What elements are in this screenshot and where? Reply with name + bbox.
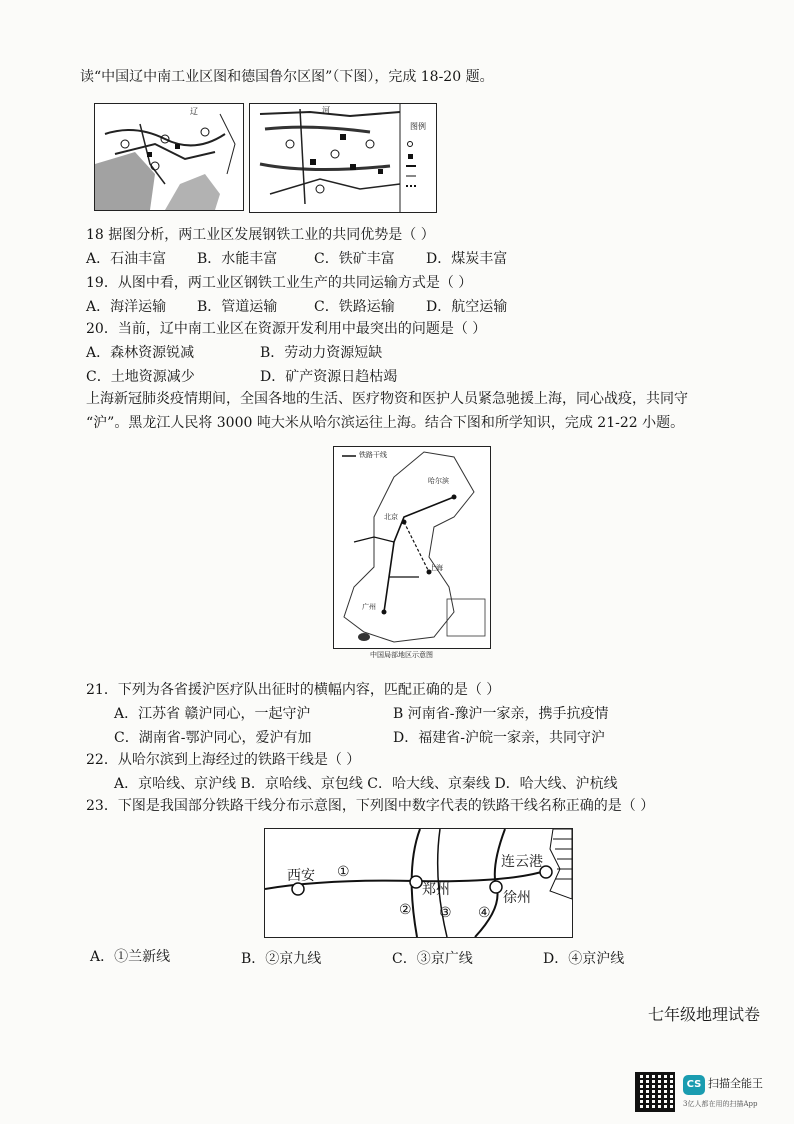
q19-option-b[interactable]: B．管道运输 [197, 299, 278, 315]
china-railway-map-drawing [334, 447, 490, 648]
scanner-subtitle: 3亿人都在用的扫描App [683, 1100, 758, 1108]
china-map-shanghai: 上海 [429, 564, 443, 572]
camscanner-logo-icon: CS [683, 1075, 705, 1095]
china-map-guangzhou: 广州 [362, 603, 376, 611]
footer-title: 七年级地理试卷 [648, 1005, 761, 1024]
rail-map-n3: ③ [439, 905, 452, 921]
rail-map-xuzhou: 徐州 [503, 890, 531, 906]
rail-map-zhengzhou: 郑州 [422, 882, 450, 898]
q22-stem: 22．从哈尔滨到上海经过的铁路干线是（ ） [86, 752, 361, 768]
q23-option-a[interactable]: A．①兰新线 [90, 949, 171, 965]
rail-map-n1: ① [337, 864, 350, 880]
q23-option-b[interactable]: B．②京九线 [241, 951, 322, 967]
q18-option-b[interactable]: B．水能丰富 [197, 251, 278, 267]
q21-option-b[interactable]: B 河南省-豫沪一家亲，携手抗疫情 [393, 706, 609, 722]
q20-stem: 20．当前，辽中南工业区在资源开发利用中最突出的问题是（ ） [86, 321, 487, 337]
china-railway-map [333, 446, 491, 649]
map2-legend-title: 图例 [410, 122, 426, 131]
q23-option-d[interactable]: D．④京沪线 [543, 951, 625, 967]
rail-lines-map [264, 828, 573, 938]
q19-option-c[interactable]: C．铁路运输 [314, 299, 395, 315]
qr-code-icon [635, 1072, 675, 1112]
q21-stem: 21．下列为各省援沪医疗队出征时的横幅内容，匹配正确的是（ ） [86, 682, 501, 698]
q23-stem: 23．下图是我国部分铁路干线分布示意图，下列图中数字代表的铁路干线名称正确的是（ ） [86, 798, 655, 814]
liaozhongnan-map-drawing [95, 104, 243, 210]
china-map-caption: 中国局部地区示意图 [370, 651, 433, 659]
q21-option-c[interactable]: C．湖南省-鄂沪同心，爱沪有加 [114, 730, 312, 746]
q23-option-c[interactable]: C．③京广线 [392, 951, 473, 967]
scanner-name: 扫描全能王 [708, 1077, 763, 1090]
q18-option-a[interactable]: A．石油丰富 [86, 251, 167, 267]
q21-option-d[interactable]: D．福建省-沪皖一家亲，共同守沪 [393, 730, 605, 746]
q22-options[interactable]: A．京哈线、京沪线 B．京哈线、京包线 C．哈大线、京秦线 D．哈大线、沪杭线 [114, 776, 618, 792]
q18-stem: 18 据图分析，两工业区发展钢铁工业的共同优势是（ ） [86, 227, 435, 243]
q19-option-a[interactable]: A．海洋运输 [86, 299, 167, 315]
liaozhongnan-map [94, 103, 244, 211]
q18-option-d[interactable]: D．煤炭丰富 [426, 251, 508, 267]
rail-map-xian: 西安 [287, 868, 315, 884]
q19-option-d[interactable]: D．航空运输 [426, 299, 508, 315]
q21-option-a[interactable]: A．江苏省 赣沪同心，一起守沪 [114, 706, 311, 722]
ruhr-map-drawing [250, 104, 436, 212]
rail-map-n4: ④ [478, 905, 491, 921]
q20-option-d[interactable]: D．矿产资源日趋枯竭 [260, 369, 398, 385]
intro-21-22-line1: 上海新冠肺炎疫情期间，全国各地的生活、医疗物资和医护人员紧急驰援上海，同心战疫，共同守 [86, 391, 688, 407]
rail-map-lianyungang: 连云港 [501, 854, 543, 870]
q19-stem: 19．从图中看，两工业区钢铁工业生产的共同运输方式是（ ） [86, 275, 473, 291]
intro-18-20: 读“中国辽中南工业区图和德国鲁尔区图”（下图），完成 18-20 题。 [80, 69, 494, 85]
china-map-beijing: 北京 [384, 513, 398, 521]
q20-option-c[interactable]: C．土地资源减少 [86, 369, 195, 385]
map1-label-liao: 辽 [190, 107, 198, 116]
rail-map-n2: ② [399, 902, 412, 918]
ruhr-map [249, 103, 437, 213]
q20-option-a[interactable]: A．森林资源锐减 [86, 345, 195, 361]
map2-label-heliu: 河 [322, 106, 330, 115]
q18-option-c[interactable]: C．铁矿丰富 [314, 251, 395, 267]
intro-21-22-line2: “沪”。黑龙江人民将 3000 吨大米从哈尔滨运往上海。结合下图和所学知识，完成 21-22 小题。 [86, 415, 685, 431]
china-map-legend: 铁路干线 [359, 451, 387, 459]
q20-option-b[interactable]: B．劳动力资源短缺 [260, 345, 383, 361]
china-map-harbin: 哈尔滨 [428, 477, 449, 485]
